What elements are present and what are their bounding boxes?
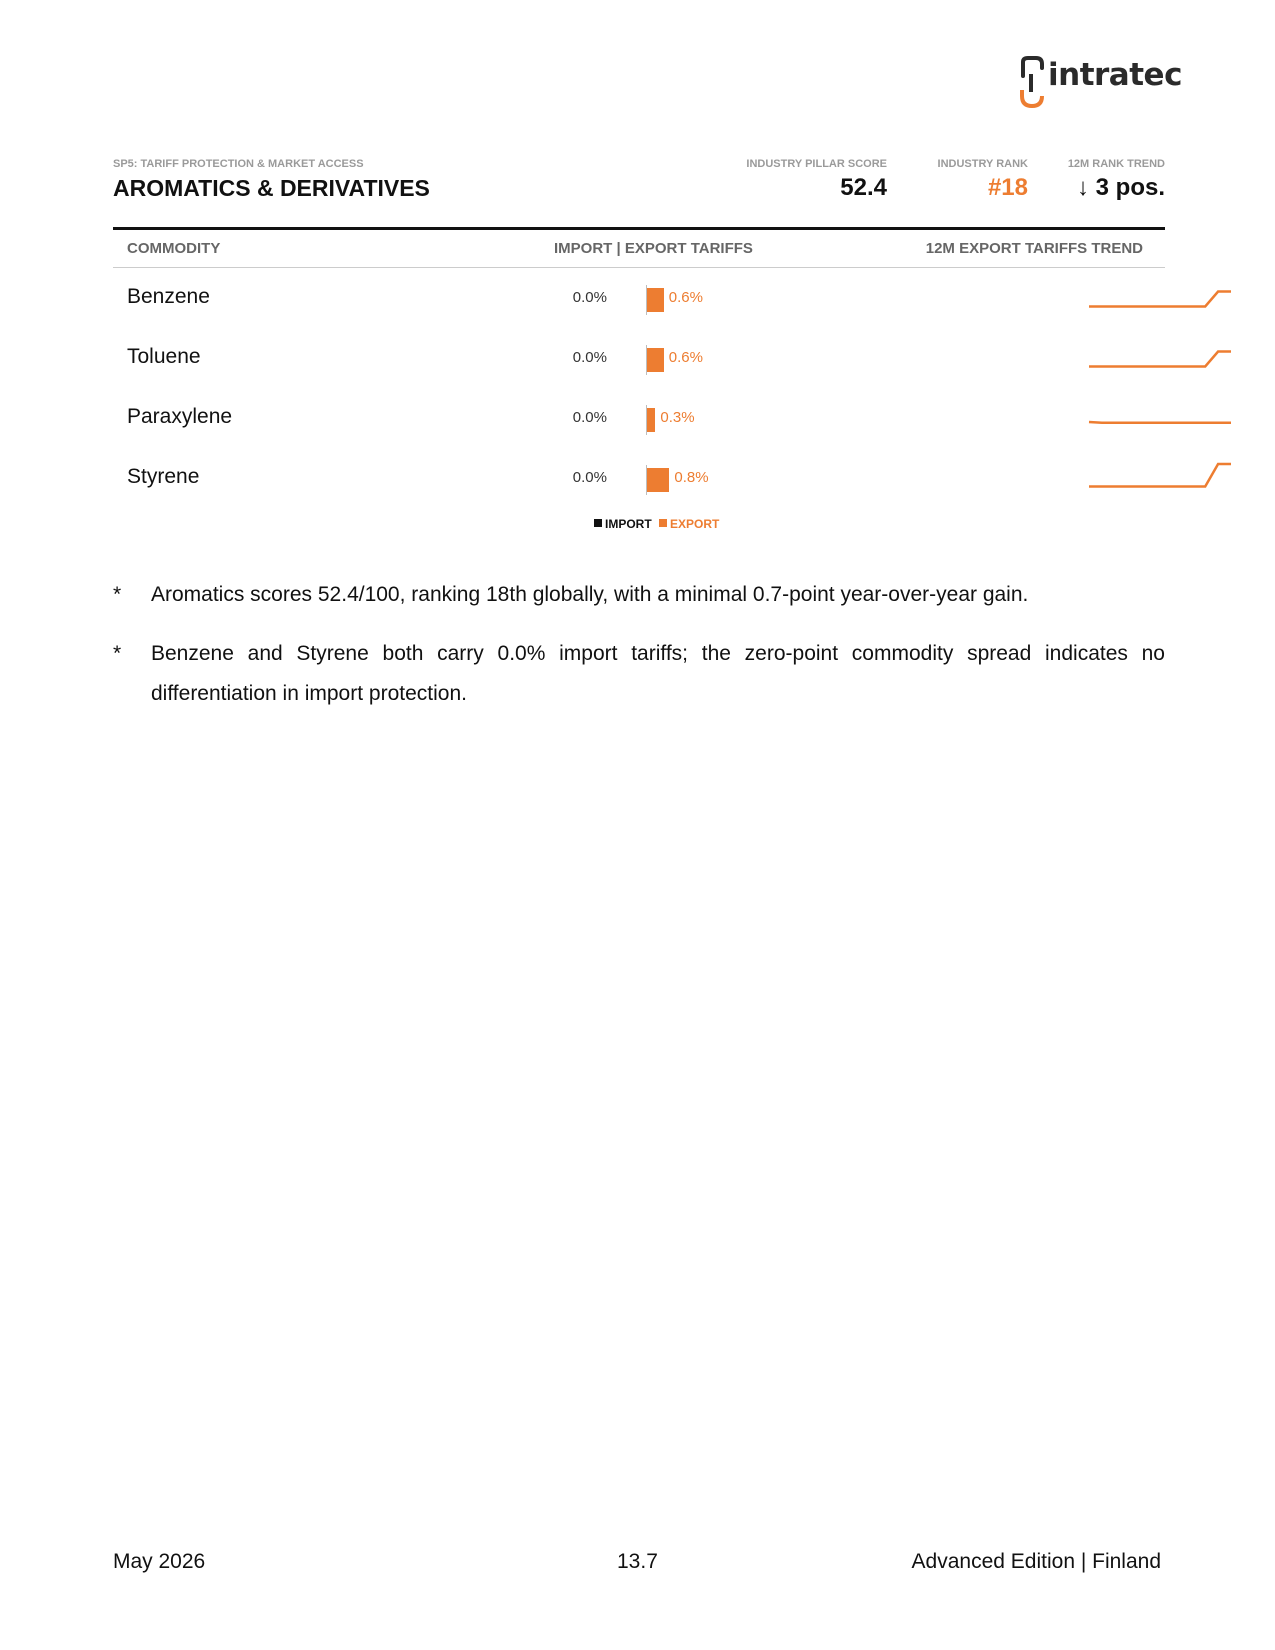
column-header-commodity: COMMODITY xyxy=(127,240,221,257)
sparkline-path xyxy=(1089,422,1231,423)
section-heading xyxy=(113,158,430,202)
import-tariff-label: 0.0% xyxy=(572,469,607,486)
key-findings xyxy=(113,575,1165,733)
export-tariff-trend-sparkline xyxy=(1023,274,1253,322)
import-tariff-label: 0.0% xyxy=(572,409,607,426)
export-tariff-label: 0.6% xyxy=(668,289,703,306)
commodity-name: Paraxylene xyxy=(127,405,233,428)
page-header xyxy=(113,158,1165,224)
pillar-score-value: 52.4 xyxy=(840,174,887,201)
bullet-text: Aromatics scores 52.4/100, ranking 18th globally, with a minimal 0.7-point year-over-year gain. xyxy=(151,583,1029,606)
tariff-legend xyxy=(594,517,719,531)
rank-trend xyxy=(1068,158,1165,202)
section-label: SP5: TARIFF PROTECTION & MARKET ACCESS xyxy=(113,158,364,170)
footer-date: May 2026 xyxy=(113,1550,206,1573)
industry-rank-value: #18 xyxy=(987,174,1028,201)
export-tariff-label: 0.6% xyxy=(668,349,703,366)
export-tariff-trend-sparkline xyxy=(1023,394,1253,442)
table-row xyxy=(113,448,1165,508)
pillar-score-label: INDUSTRY PILLAR SCORE xyxy=(746,158,887,170)
pillar-score xyxy=(746,158,887,202)
bullet-marker: * xyxy=(113,583,122,606)
commodity-name: Benzene xyxy=(127,285,210,308)
export-tariff-bar xyxy=(647,348,664,372)
export-tariff-label: 0.3% xyxy=(660,409,695,426)
list-item xyxy=(113,634,1165,714)
rank-trend-value: ↓ 3 pos. xyxy=(1076,174,1165,201)
page-title: AROMATICS & DERIVATIVES xyxy=(113,175,430,201)
intratec-logo xyxy=(1018,56,1182,112)
bullet-text: Benzene and Styrene both carry 0.0% import tariffs; the zero-point commodity spread indicates no differentiation in import protection. xyxy=(151,642,1165,705)
column-header-tariffs: IMPORT | EXPORT TARIFFS xyxy=(554,240,753,257)
table-row xyxy=(113,328,1165,388)
sparkline-path xyxy=(1089,292,1231,307)
export-legend-label: EXPORT xyxy=(670,517,720,531)
export-tariff-bar xyxy=(647,288,664,312)
import-tariff-label: 0.0% xyxy=(572,289,607,306)
rank-trend-label: 12M RANK TREND xyxy=(1067,158,1165,170)
logo-wordmark: intratec xyxy=(1048,57,1182,93)
footer-page-number: 13.7 xyxy=(617,1550,658,1573)
bullet-marker: * xyxy=(113,642,122,665)
industry-rank-label: INDUSTRY RANK xyxy=(937,158,1028,170)
industry-rank xyxy=(938,158,1028,202)
column-header-trend: 12M EXPORT TARIFFS TREND xyxy=(925,240,1143,257)
export-tariff-label: 0.8% xyxy=(674,469,709,486)
table-row xyxy=(113,268,1165,328)
export-tariff-trend-sparkline xyxy=(1023,334,1253,382)
export-legend-swatch xyxy=(659,519,667,527)
table-row xyxy=(113,388,1165,448)
sparkline-path xyxy=(1089,352,1231,367)
export-tariff-trend-sparkline xyxy=(1023,454,1253,502)
export-tariff-bar xyxy=(647,408,655,432)
commodity-name: Toluene xyxy=(127,345,201,368)
export-tariff-bar xyxy=(647,468,669,492)
commodity-name: Styrene xyxy=(127,465,200,488)
footer-edition: Advanced Edition | Finland xyxy=(911,1550,1161,1573)
list-item xyxy=(113,575,1165,615)
import-legend-label: IMPORT xyxy=(605,517,652,531)
header-divider xyxy=(113,227,1165,230)
import-legend-swatch xyxy=(594,519,602,527)
sparkline-path xyxy=(1089,464,1231,487)
import-tariff-label: 0.0% xyxy=(572,349,607,366)
